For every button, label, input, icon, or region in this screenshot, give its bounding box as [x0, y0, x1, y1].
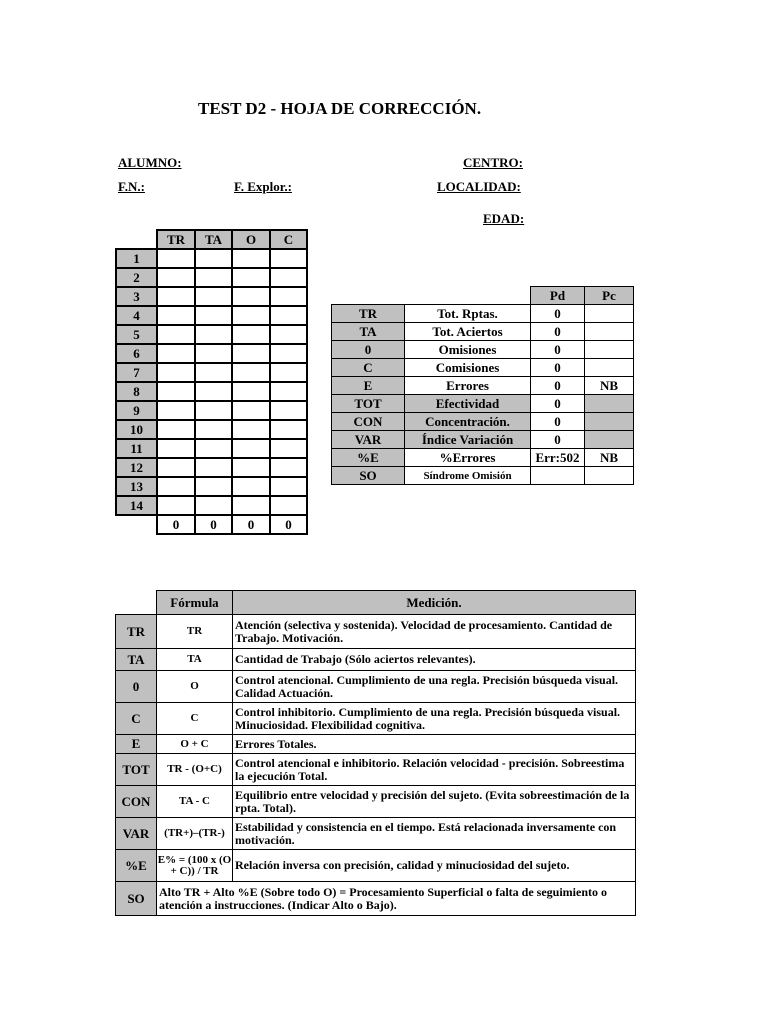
grid-input-cell[interactable] [195, 477, 232, 496]
formula-corner [116, 591, 157, 615]
page-title: TEST D2 - HOJA DE CORRECCIÓN. [198, 99, 482, 118]
grid-row [116, 287, 307, 306]
results-code: SO [332, 467, 405, 485]
grid-input-cell[interactable] [232, 496, 270, 515]
grid-total-cell: 0 [232, 515, 270, 534]
formula-col-header: Fórmula [157, 591, 233, 615]
grid-input-cell[interactable] [157, 458, 195, 477]
results-pc [585, 413, 634, 431]
results-pc [585, 467, 634, 485]
results-code: 0 [332, 341, 405, 359]
results-col-header: Pd [531, 287, 585, 305]
formula-description: Alto TR + Alto %E (Sobre todo O) = Procesamiento Superficial o falta de seguimiento o atención a instrucciones. (Indicar Alto o Bajo). [157, 882, 636, 916]
grid-input-cell[interactable] [195, 287, 232, 306]
grid-input-cell[interactable] [232, 458, 270, 477]
results-pd: 0 [531, 413, 585, 431]
results-pc [585, 305, 634, 323]
formula-code: TOT [116, 754, 157, 786]
grid-input-cell[interactable] [232, 420, 270, 439]
grid-col-header: TA [195, 230, 232, 249]
results-name: Índice Variación [405, 431, 531, 449]
grid-input-cell[interactable] [270, 420, 307, 439]
formula-expression: TA - C [157, 786, 233, 818]
grid-input-cell[interactable] [270, 287, 307, 306]
grid-input-cell[interactable] [157, 496, 195, 515]
grid-input-cell[interactable] [195, 496, 232, 515]
grid-input-cell[interactable] [195, 344, 232, 363]
formula-row [116, 786, 636, 818]
grid-input-cell[interactable] [270, 439, 307, 458]
grid-row [116, 344, 307, 363]
formula-code: 0 [116, 671, 157, 703]
grid-row-number: 14 [116, 496, 157, 515]
grid-row [116, 477, 307, 496]
formula-expression: E% = (100 x (O + C)) / TR [157, 850, 233, 882]
grid-input-cell[interactable] [270, 363, 307, 382]
grid-input-cell[interactable] [232, 249, 270, 268]
grid-input-cell[interactable] [232, 363, 270, 382]
grid-input-cell[interactable] [270, 344, 307, 363]
results-row [332, 431, 634, 449]
grid-row [116, 420, 307, 439]
grid-input-cell[interactable] [195, 268, 232, 287]
results-corner [332, 287, 531, 305]
results-code: E [332, 377, 405, 395]
results-row [332, 467, 634, 485]
grid-input-cell[interactable] [270, 401, 307, 420]
results-col-header: Pc [585, 287, 634, 305]
formula-code: CON [116, 786, 157, 818]
results-name: %Errores [405, 449, 531, 467]
grid-row [116, 458, 307, 477]
grid-row-number: 13 [116, 477, 157, 496]
grid-row-number: 12 [116, 458, 157, 477]
results-code: C [332, 359, 405, 377]
formula-row [116, 671, 636, 703]
results-code: TA [332, 323, 405, 341]
formula-row [116, 818, 636, 850]
formula-description: Control inhibitorio. Cumplimiento de una regla. Precisión búsqueda visual. Minuciosidad. Flexibilidad cognitiva. [233, 703, 636, 735]
grid-row-number: 11 [116, 439, 157, 458]
grid-input-cell[interactable] [157, 344, 195, 363]
results-pd: Err:502 [531, 449, 585, 467]
formula-code: TR [116, 615, 157, 649]
grid-corner [116, 230, 157, 249]
results-row [332, 359, 634, 377]
grid-row [116, 496, 307, 515]
formula-expression: O [157, 671, 233, 703]
formula-table [115, 590, 636, 916]
grid-col-header: TR [157, 230, 195, 249]
grid-col-header: C [270, 230, 307, 249]
grid-input-cell[interactable] [157, 401, 195, 420]
results-code: TR [332, 305, 405, 323]
grid-row [116, 382, 307, 401]
localidad-label: LOCALIDAD: [437, 179, 521, 194]
results-header-row [332, 287, 634, 305]
formula-row [116, 735, 636, 754]
centro-label: CENTRO: [463, 155, 523, 170]
grid-col-header: O [232, 230, 270, 249]
results-name: Comisiones [405, 359, 531, 377]
formula-row [116, 754, 636, 786]
grid-input-cell[interactable] [270, 306, 307, 325]
formula-expression: TR - (O+C) [157, 754, 233, 786]
grid-input-cell[interactable] [195, 306, 232, 325]
results-pd: 0 [531, 341, 585, 359]
formula-code: SO [116, 882, 157, 916]
results-row [332, 449, 634, 467]
grid-row-number: 5 [116, 325, 157, 344]
grid-row [116, 268, 307, 287]
results-row [332, 323, 634, 341]
grid-total-cell: 0 [195, 515, 232, 534]
formula-row [116, 615, 636, 649]
formula-description: Errores Totales. [233, 735, 636, 754]
grid-row-number: 6 [116, 344, 157, 363]
results-pc [585, 359, 634, 377]
formula-row-so [116, 882, 636, 916]
grid-row-number: 8 [116, 382, 157, 401]
results-pd: 0 [531, 377, 585, 395]
grid-input-cell[interactable] [157, 249, 195, 268]
formula-description: Equilibrio entre velocidad y precisión del sujeto. (Evita sobreestimación de la rpta. Total). [233, 786, 636, 818]
grid-totals-row [116, 515, 307, 534]
formula-row [116, 649, 636, 671]
grid-input-cell[interactable] [232, 344, 270, 363]
grid-row-number: 3 [116, 287, 157, 306]
results-row [332, 413, 634, 431]
results-name: Concentración. [405, 413, 531, 431]
formula-description: Control atencional e inhibitorio. Relación velocidad - precisión. Sobreestima la ejecución Total. [233, 754, 636, 786]
results-row [332, 341, 634, 359]
results-code: CON [332, 413, 405, 431]
grid-input-cell[interactable] [157, 363, 195, 382]
results-pd: 0 [531, 395, 585, 413]
measure-col-header: Medición. [233, 591, 636, 615]
results-pd: 0 [531, 323, 585, 341]
results-pd: 0 [531, 359, 585, 377]
results-pc: NB [585, 377, 634, 395]
grid-row-number: 4 [116, 306, 157, 325]
formula-code: E [116, 735, 157, 754]
grid-input-cell[interactable] [270, 268, 307, 287]
grid-header-row [116, 230, 307, 249]
results-name: Errores [405, 377, 531, 395]
formula-description: Relación inversa con precisión, calidad y minuciosidad del sujeto. [233, 850, 636, 882]
edad-label: EDAD: [483, 211, 525, 226]
results-pc [585, 395, 634, 413]
grid-row-number: 1 [116, 249, 157, 268]
grid-row-number: 7 [116, 363, 157, 382]
grid-row [116, 401, 307, 420]
grid-row [116, 249, 307, 268]
formula-description: Control atencional. Cumplimiento de una regla. Precisión búsqueda visual. Calidad Actuación. [233, 671, 636, 703]
results-pc: NB [585, 449, 634, 467]
formula-description: Atención (selectiva y sostenida). Velocidad de procesamiento. Cantidad de Trabajo. Motivación. [233, 615, 636, 649]
grid-input-cell[interactable] [270, 382, 307, 401]
grid-input-cell[interactable] [270, 496, 307, 515]
results-name: Tot. Rptas. [405, 305, 531, 323]
formula-code: C [116, 703, 157, 735]
grid-input-cell[interactable] [157, 306, 195, 325]
grid-input-cell[interactable] [232, 477, 270, 496]
formula-description: Estabilidad y consistencia en el tiempo. Está relacionada inversamente con motivación. [233, 818, 636, 850]
grid-row-number: 10 [116, 420, 157, 439]
grid-row [116, 325, 307, 344]
grid-total-cell: 0 [270, 515, 307, 534]
results-name: Tot. Aciertos [405, 323, 531, 341]
formula-header-row [116, 591, 636, 615]
grid-input-cell[interactable] [157, 268, 195, 287]
fexplor-label: F. Explor.: [234, 179, 292, 194]
results-row [332, 305, 634, 323]
grid-input-cell[interactable] [270, 477, 307, 496]
formula-expression: O + C [157, 735, 233, 754]
results-code: VAR [332, 431, 405, 449]
grid-input-cell[interactable] [157, 477, 195, 496]
grid-row [116, 439, 307, 458]
grid-input-cell[interactable] [232, 401, 270, 420]
results-pd: 0 [531, 305, 585, 323]
grid-input-cell[interactable] [232, 439, 270, 458]
grid-input-cell[interactable] [195, 363, 232, 382]
results-row [332, 377, 634, 395]
fn-label: F.N.: [118, 179, 145, 194]
formula-expression: C [157, 703, 233, 735]
results-pd: 0 [531, 431, 585, 449]
grid-input-cell[interactable] [232, 306, 270, 325]
grid-row [116, 306, 307, 325]
formula-code: TA [116, 649, 157, 671]
alumno-label: ALUMNO: [118, 155, 182, 170]
grid-total-spacer [116, 515, 157, 534]
grid-input-cell[interactable] [195, 439, 232, 458]
formula-row [116, 703, 636, 735]
grid-input-cell[interactable] [232, 325, 270, 344]
grid-input-cell[interactable] [195, 249, 232, 268]
grid-input-cell[interactable] [195, 458, 232, 477]
formula-expression: TR [157, 615, 233, 649]
grid-input-cell[interactable] [270, 249, 307, 268]
formula-expression: (TR+)–(TR-) [157, 818, 233, 850]
results-row [332, 395, 634, 413]
results-pd [531, 467, 585, 485]
formula-description: Cantidad de Trabajo (Sólo aciertos relevantes). [233, 649, 636, 671]
grid-input-cell[interactable] [270, 458, 307, 477]
results-name: Síndrome Omisión [405, 467, 531, 485]
response-grid [115, 229, 308, 535]
results-pc [585, 341, 634, 359]
grid-input-cell[interactable] [157, 439, 195, 458]
grid-total-cell: 0 [157, 515, 195, 534]
grid-input-cell[interactable] [157, 287, 195, 306]
grid-row-number: 2 [116, 268, 157, 287]
grid-input-cell[interactable] [157, 382, 195, 401]
grid-row [116, 363, 307, 382]
results-table [331, 286, 634, 485]
results-name: Omisiones [405, 341, 531, 359]
formula-code: %E [116, 850, 157, 882]
grid-input-cell[interactable] [232, 268, 270, 287]
results-pc [585, 431, 634, 449]
formula-code: VAR [116, 818, 157, 850]
results-code: TOT [332, 395, 405, 413]
formula-row [116, 850, 636, 882]
formula-expression: TA [157, 649, 233, 671]
grid-input-cell[interactable] [270, 325, 307, 344]
grid-input-cell[interactable] [157, 420, 195, 439]
grid-input-cell[interactable] [232, 287, 270, 306]
grid-row-number: 9 [116, 401, 157, 420]
grid-input-cell[interactable] [232, 382, 270, 401]
grid-input-cell[interactable] [195, 420, 232, 439]
results-code: %E [332, 449, 405, 467]
grid-input-cell[interactable] [195, 382, 232, 401]
grid-input-cell[interactable] [195, 325, 232, 344]
results-name: Efectividad [405, 395, 531, 413]
grid-input-cell[interactable] [157, 325, 195, 344]
grid-input-cell[interactable] [195, 401, 232, 420]
results-pc [585, 323, 634, 341]
